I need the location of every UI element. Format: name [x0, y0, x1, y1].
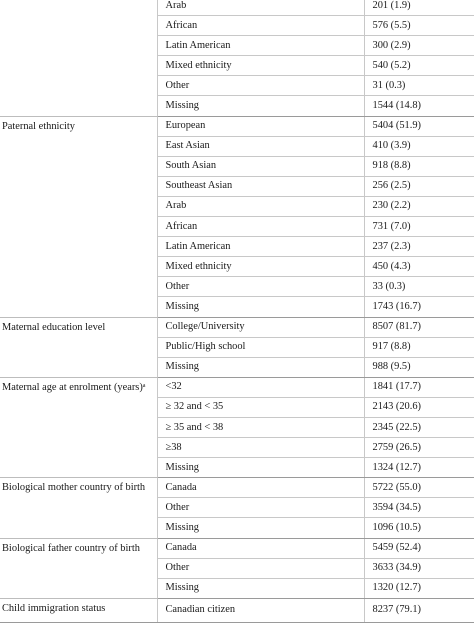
count-percent-cell: 31 (0.3) — [364, 76, 474, 96]
table-row — [0, 598, 474, 622]
category-cell: Public/High school — [157, 337, 364, 357]
count-percent-cell: 410 (3.9) — [364, 136, 474, 156]
count-percent-cell: 1743 (16.7) — [364, 297, 474, 317]
category-cell: Other — [157, 558, 364, 578]
category-cell: Mixed ethnicity — [157, 257, 364, 277]
category-cell: Canadian citizen — [157, 598, 364, 622]
category-cell: Other — [157, 277, 364, 297]
category-cell: Canada — [157, 538, 364, 558]
variable-label: Maternal education level — [0, 317, 157, 377]
variable-label: Paternal ethnicity — [0, 116, 157, 317]
category-cell: European — [157, 116, 364, 136]
category-cell: Arab — [157, 0, 364, 16]
count-percent-cell: 2345 (22.5) — [364, 417, 474, 437]
category-cell: East Asian — [157, 136, 364, 156]
count-percent-cell: 33 (0.3) — [364, 277, 474, 297]
category-cell: Other — [157, 76, 364, 96]
count-percent-cell: 8237 (79.1) — [364, 598, 474, 622]
category-cell: Missing — [157, 297, 364, 317]
category-cell: College/University — [157, 317, 364, 337]
count-percent-cell: 3594 (34.5) — [364, 498, 474, 518]
category-cell: <32 — [157, 377, 364, 397]
category-cell: Mixed ethnicity — [157, 56, 364, 76]
category-cell: Missing — [157, 357, 364, 377]
count-percent-cell: 1320 (12.7) — [364, 578, 474, 598]
variable-label: Maternal age at enrolment (years)ᵃ — [0, 377, 157, 477]
category-cell: Missing — [157, 458, 364, 478]
category-cell: South Asian — [157, 156, 364, 176]
category-cell: Southeast Asian — [157, 176, 364, 196]
variable-label — [0, 0, 157, 116]
variable-label: Child immigration status — [0, 598, 157, 622]
table-row — [0, 478, 474, 498]
count-percent-cell: 2143 (20.6) — [364, 397, 474, 417]
category-cell: African — [157, 217, 364, 237]
count-percent-cell: 3633 (34.9) — [364, 558, 474, 578]
category-cell: Canada — [157, 478, 364, 498]
count-percent-cell: 2759 (26.5) — [364, 438, 474, 458]
category-cell: Latin American — [157, 237, 364, 257]
table-row — [0, 116, 474, 136]
count-percent-cell: 540 (5.2) — [364, 56, 474, 76]
count-percent-cell: 300 (2.9) — [364, 36, 474, 56]
count-percent-cell: 8507 (81.7) — [364, 317, 474, 337]
count-percent-cell: 1544 (14.8) — [364, 96, 474, 116]
table-row — [0, 538, 474, 558]
table-row — [0, 377, 474, 397]
count-percent-cell: 917 (8.8) — [364, 337, 474, 357]
category-cell: Arab — [157, 196, 364, 216]
count-percent-cell: 230 (2.2) — [364, 196, 474, 216]
count-percent-cell: 237 (2.3) — [364, 237, 474, 257]
category-cell: Other — [157, 498, 364, 518]
category-cell: African — [157, 16, 364, 36]
count-percent-cell: 256 (2.5) — [364, 176, 474, 196]
count-percent-cell: 731 (7.0) — [364, 217, 474, 237]
count-percent-cell: 450 (4.3) — [364, 257, 474, 277]
count-percent-cell: 1324 (12.7) — [364, 458, 474, 478]
count-percent-cell: 1096 (10.5) — [364, 518, 474, 538]
category-cell: Missing — [157, 578, 364, 598]
category-cell: Latin American — [157, 36, 364, 56]
count-percent-cell: 988 (9.5) — [364, 357, 474, 377]
count-percent-cell: 5404 (51.9) — [364, 116, 474, 136]
count-percent-cell: 1841 (17.7) — [364, 377, 474, 397]
category-cell: ≥38 — [157, 438, 364, 458]
variable-label: Biological mother country of birth — [0, 478, 157, 538]
table-row — [0, 317, 474, 337]
count-percent-cell: 201 (1.9) — [364, 0, 474, 16]
count-percent-cell: 576 (5.5) — [364, 16, 474, 36]
table-row — [0, 0, 474, 16]
count-percent-cell: 5459 (52.4) — [364, 538, 474, 558]
count-percent-cell: 918 (8.8) — [364, 156, 474, 176]
category-cell: ≥ 32 and < 35 — [157, 397, 364, 417]
category-cell: Missing — [157, 96, 364, 116]
category-cell: Missing — [157, 518, 364, 538]
variable-label: Biological father country of birth — [0, 538, 157, 598]
count-percent-cell: 5722 (55.0) — [364, 478, 474, 498]
category-cell: ≥ 35 and < 38 — [157, 417, 364, 437]
